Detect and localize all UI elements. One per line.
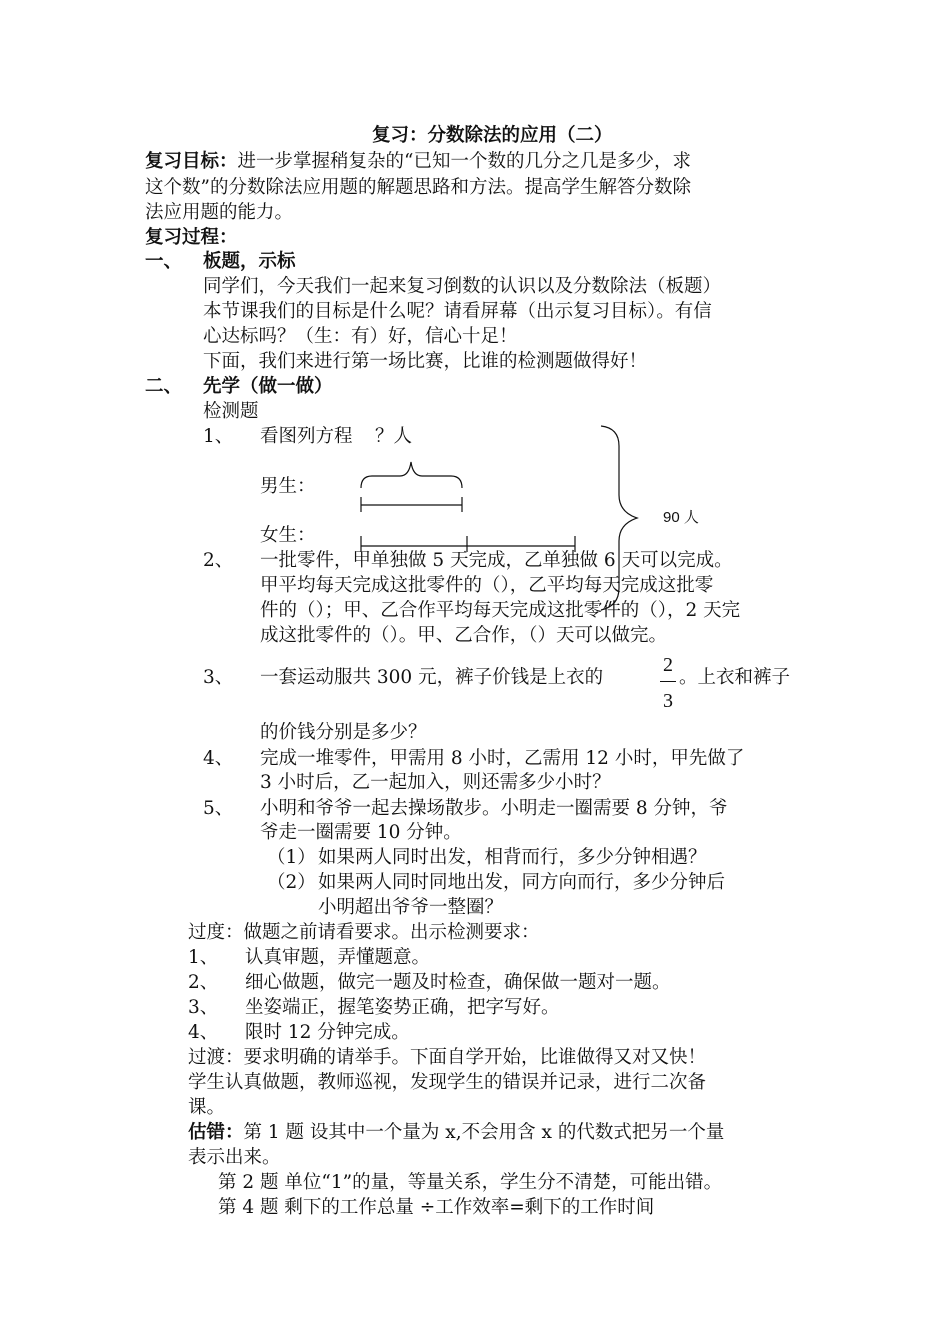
requirement-3-text: 坐姿端正，握笔姿势正确，把字写好。 xyxy=(245,997,560,1018)
transition-2: 过渡：要求明确的请举手。下面自学开始，比谁做得又对又快！ xyxy=(188,1047,707,1068)
section1-line-2: 本节课我们的目标是什么呢？请看屏幕（出示复习目标）。有信 xyxy=(203,301,712,322)
goal-line-3: 法应用题的能力。 xyxy=(145,202,294,223)
q5-sub2-line-1: 如果两人同时同地出发，同方向而行，多少分钟后 xyxy=(318,872,726,893)
q5-sub2-number: （2） xyxy=(267,872,316,893)
errors-line-2: 表示出来。 xyxy=(188,1147,281,1168)
q1-unknown-label: ？人 xyxy=(375,426,413,447)
requirement-4-number: 4、 xyxy=(188,1022,219,1043)
page-title: 复习：分数除法的应用（二） xyxy=(372,125,613,146)
section2-subheading: 检测题 xyxy=(203,401,259,422)
errors-line-3: 第 2 题 单位“1”的量，等量关系，学生分不清楚，可能出错。 xyxy=(218,1172,723,1193)
q5-line-1: 小明和爷爷一起去操场散步。小明走一圈需要 8 分钟，爷 xyxy=(260,798,728,819)
transition-1: 过度：做题之前请看要求。出示检测要求： xyxy=(188,922,540,943)
unknown-brace xyxy=(361,462,462,488)
q1-female-label: 女生： xyxy=(260,525,316,546)
fraction-denominator: 3 xyxy=(663,690,673,712)
teacher-line-2: 课。 xyxy=(188,1097,226,1118)
section2-heading: 先学（做一做） xyxy=(203,376,333,397)
requirement-1-number: 1、 xyxy=(188,947,219,968)
section1-heading: 板题，示标 xyxy=(203,251,296,272)
q3-number: 3、 xyxy=(203,667,234,688)
errors-line-4: 第 4 题 剩下的工作总量 ÷工作效率=剩下的工作时间 xyxy=(218,1197,655,1218)
q2-line-2: 甲平均每天完成这批零件的（），乙平均每天完成这批零 xyxy=(260,575,714,596)
goal-line-1: 复习目标：进一步掌握稍复杂的“已知一个数的几分之几是多少，求 xyxy=(145,151,691,172)
section1-line-4: 下面，我们来进行第一场比赛，比谁的检测题做得好！ xyxy=(203,351,648,372)
section1-line-3: 心达标吗？（生：有）好，信心十足！ xyxy=(203,326,518,347)
q3-line-2: 的价钱分别是多少？ xyxy=(260,722,427,743)
q3-line-1-end: 。上衣和裤子 xyxy=(679,667,791,688)
q4-number: 4、 xyxy=(203,748,234,769)
requirement-1-text: 认真审题，弄懂题意。 xyxy=(245,947,431,968)
process-label: 复习过程： xyxy=(145,227,238,248)
q2-line-4: 成这批零件的（）。甲、乙合作，（）天可以做完。 xyxy=(260,625,668,646)
section1-line-1: 同学们，今天我们一起来复习倒数的认识以及分数除法（板题） xyxy=(203,276,722,297)
q5-line-2: 爷走一圈需要 10 分钟。 xyxy=(260,822,462,843)
errors-line-1: 估错：第 1 题 设其中一个量为 x,不会用含 x 的代数式把另一个量 xyxy=(188,1122,725,1143)
requirement-4-text: 限时 12 分钟完成。 xyxy=(245,1022,410,1043)
q5-sub1-text: 如果两人同时出发，相背而行，多少分钟相遇？ xyxy=(318,847,707,868)
section1-number: 一、 xyxy=(145,251,183,272)
q2-line-1: 一批零件，甲单独做 5 天完成，乙单独做 6 天可以完成。 xyxy=(260,550,733,571)
fraction-numerator: 2 xyxy=(663,654,673,676)
goal-line-2: 这个数”的分数除法应用题的解题思路和方法。提高学生解答分数除 xyxy=(145,177,691,198)
goal-label: 复习目标： xyxy=(145,151,238,172)
requirement-2-text: 细心做题，做完一题及时检查，确保做一题对一题。 xyxy=(245,972,671,993)
q1-total-label: 90 人 xyxy=(663,509,699,526)
q1-male-label: 男生： xyxy=(260,476,316,497)
fraction-bar xyxy=(660,681,676,682)
q3-line-1-start: 一套运动服共 300 元，裤子价钱是上衣的 xyxy=(260,667,604,688)
q1-text: 看图列方程 xyxy=(260,426,353,447)
q2-line-3: 件的（）；甲、乙合作平均每天完成这批零件的（），2 天完 xyxy=(260,600,741,621)
requirement-2-number: 2、 xyxy=(188,972,219,993)
q5-sub2-line-2: 小明超出爷爷一整圈？ xyxy=(318,897,504,918)
requirement-3-number: 3、 xyxy=(188,997,219,1018)
errors-label: 估错： xyxy=(188,1122,244,1143)
section2-number: 二、 xyxy=(145,376,183,397)
q5-sub1-number: （1） xyxy=(267,847,316,868)
q5-number: 5、 xyxy=(203,798,234,819)
q4-line-2: 3 小时后，乙一起加入，则还需多少小时？ xyxy=(260,772,611,793)
male-bar xyxy=(361,497,462,512)
q2-number: 2、 xyxy=(203,550,234,571)
q4-line-1: 完成一堆零件，甲需用 8 小时，乙需用 12 小时，甲先做了 xyxy=(260,748,745,769)
q1-number: 1、 xyxy=(203,426,234,447)
teacher-line-1: 学生认真做题，教师巡视，发现学生的错误并记录，进行二次备 xyxy=(188,1072,707,1093)
